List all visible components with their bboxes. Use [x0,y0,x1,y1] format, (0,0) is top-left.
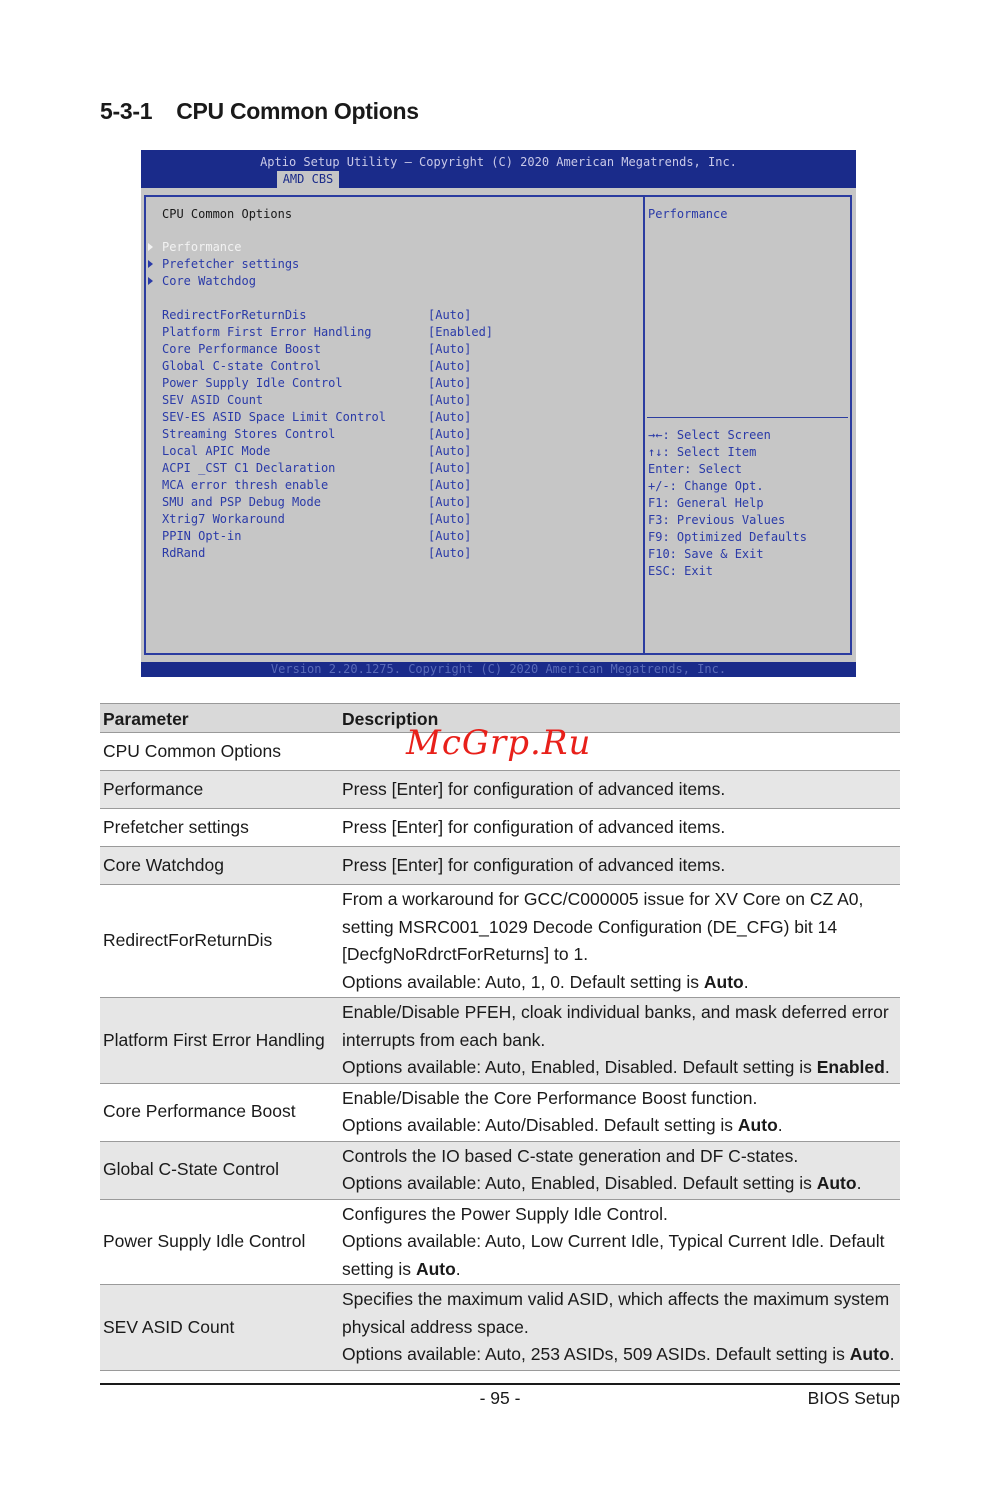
table-row [100,847,900,885]
options-line: setting is Auto. [342,1258,461,1279]
bios-key-hint: +/-: Change Opt. [648,479,764,493]
bios-main-panel [144,195,645,655]
bios-setting-value[interactable]: [Auto] [428,376,472,390]
bios-submenu-watchdog[interactable]: Core Watchdog [162,274,256,288]
bios-setting-name[interactable]: PPIN Opt-in [162,529,242,543]
param-cell: Prefetcher settings [100,809,339,847]
description-line: Configures the Power Supply Idle Control. [342,1203,668,1224]
bios-setting-name[interactable]: Power Supply Idle Control [162,376,343,390]
description-cell [339,998,900,1084]
param-cell: CPU Common Options [100,733,339,771]
description-cell [339,885,900,998]
bios-key-hint: F3: Previous Values [648,513,786,527]
bios-help-divider [647,417,848,418]
bios-setting-value[interactable]: [Auto] [428,410,472,424]
submenu-arrow-icon [148,260,153,268]
bios-setting-value[interactable]: [Auto] [428,529,472,543]
bios-key-hint: ESC: Exit [648,564,714,578]
description-cell: Press [Enter] for configuration of advanced items. [339,771,900,809]
options-line: Options available: Auto/Disabled. Default setting is Auto. [342,1115,783,1135]
default-value: Auto [849,1344,890,1364]
description-line: Controls the IO based C-state generation and DF C-states. [342,1145,799,1166]
default-value: Auto [816,1173,857,1193]
description-cell [339,1083,900,1141]
section-heading: CPU Common Options [176,98,419,124]
description-line: Enable/Disable PFEH, cloak individual banks, and mask deferred error [342,1002,889,1022]
description-line: Specifies the maximum valid ASID, which affects the maximum system [342,1289,890,1309]
bios-key-hint: F10: Save & Exit [648,547,764,561]
options-text: Options available: Auto, Enabled, Disabled. Default setting is [342,1057,817,1077]
bios-setting-name[interactable]: RdRand [162,546,206,560]
bios-header-title: Aptio Setup Utility – Copyright (C) 2020 American Megatrends, Inc. [260,155,737,169]
description-line: Options available: Auto, Low Current Idle, Typical Current Idle. Default [342,1231,885,1251]
bios-header [141,150,856,188]
table-row [100,998,900,1084]
options-line: Options available: Auto, 1, 0. Default setting is Auto. [342,971,749,992]
default-value: Auto [703,971,744,992]
bios-setting-value[interactable]: [Auto] [428,512,472,526]
param-cell: Core Watchdog [100,847,339,885]
options-text: Options available: Auto/Disabled. Default setting is [342,1115,738,1135]
section-title [100,98,419,125]
description-cell: Press [Enter] for configuration of advanced items. [339,847,900,885]
default-value: Enabled [816,1057,885,1077]
bios-screenshot [141,150,856,677]
param-cell: Platform First Error Handling [100,998,339,1084]
description-cell [339,1199,900,1285]
table-row [100,1285,900,1371]
param-cell: RedirectForReturnDis [100,885,339,998]
bios-setting-value[interactable]: [Auto] [428,427,472,441]
bios-setting-name[interactable]: ACPI _CST C1 Declaration [162,461,336,475]
table-row [100,1199,900,1285]
bios-setting-name[interactable]: MCA error thresh enable [162,478,329,492]
description-line: physical address space. [342,1316,529,1337]
bios-submenu-performance[interactable]: Performance [162,240,242,254]
options-text: Options available: Auto, 253 ASIDs, 509 ASIDs. Default setting is [342,1344,850,1364]
default-value: Auto [415,1258,456,1279]
bios-page-title: CPU Common Options [162,207,293,221]
bios-help-text: Performance [648,207,728,221]
param-cell: Core Performance Boost [100,1083,339,1141]
description-line: Enable/Disable the Core Performance Boost function. [342,1087,758,1108]
options-text: Options available: Auto, 1, 0. Default setting is [342,971,704,992]
footer-label: BIOS Setup [807,1388,900,1408]
bios-key-hint: F9: Optimized Defaults [648,530,807,544]
parameter-table [100,703,900,1371]
bios-setting-name[interactable]: SEV-ES ASID Space Limit Control [162,410,386,424]
bios-setting-value[interactable]: [Auto] [428,342,472,356]
bios-key-hint: →←: Select Screen [648,428,771,442]
description-line: [DecfgNoRdrctForReturns] to 1. [342,944,589,964]
page-number: - 95 - [479,1388,521,1408]
bios-setting-value[interactable]: [Enabled] [428,325,494,339]
bios-setting-name[interactable]: Streaming Stores Control [162,427,336,441]
description-cell [339,1141,900,1199]
bios-setting-value[interactable]: [Auto] [428,393,472,407]
description-line: interrupts from each bank. [342,1029,546,1050]
bios-setting-value[interactable]: [Auto] [428,444,472,458]
bios-setting-name[interactable]: SEV ASID Count [162,393,264,407]
bios-setting-name[interactable]: Global C-state Control [162,359,321,373]
param-cell: SEV ASID Count [100,1285,339,1371]
bios-setting-value[interactable]: [Auto] [428,461,472,475]
options-text: setting is [342,1258,416,1279]
description-line: From a workaround for GCC/C000005 issue for XV Core on CZ A0, [342,889,864,909]
bios-setting-value[interactable]: [Auto] [428,478,472,492]
submenu-arrow-icon [148,277,153,285]
description-cell: Press [Enter] for configuration of advanced items. [339,809,900,847]
bios-setting-name[interactable]: Platform First Error Handling [162,325,372,339]
bios-footer: Version 2.20.1275. Copyright (C) 2020 American Megatrends, Inc. [141,662,856,677]
param-cell: Global C-State Control [100,1141,339,1199]
table-row [100,1083,900,1141]
bios-setting-value[interactable]: [Auto] [428,495,472,509]
bios-setting-value[interactable]: [Auto] [428,308,472,322]
table-row [100,809,900,847]
watermark-logo: McGrp.Ru [406,723,592,763]
bios-tab-amd-cbs[interactable]: AMD CBS [277,171,339,188]
bios-key-hint: Enter: Select [648,462,742,476]
bios-setting-name[interactable]: Xtrig7 Workaround [162,512,285,526]
bios-help-panel [643,195,852,655]
bios-submenu-prefetcher[interactable]: Prefetcher settings [162,257,300,271]
options-text: Options available: Auto, Enabled, Disabled. Default setting is [342,1173,817,1193]
bios-setting-name[interactable]: SMU and PSP Debug Mode [162,495,321,509]
submenu-arrow-icon [148,243,153,251]
header-parameter: Parameter [100,704,339,733]
bios-setting-name[interactable]: Core Performance Boost [162,342,321,356]
options-line: Options available: Auto, 253 ASIDs, 509 ASIDs. Default setting is Auto. [342,1344,895,1364]
table-row [100,771,900,809]
bios-key-hint: F1: General Help [648,496,764,510]
bios-setting-value[interactable]: [Auto] [428,359,472,373]
param-cell: Power Supply Idle Control [100,1199,339,1285]
header-description: Description [339,704,900,733]
options-line: Options available: Auto, Enabled, Disabled. Default setting is Enabled. [342,1057,890,1077]
bios-setting-name[interactable]: Local APIC Mode [162,444,271,458]
bios-setting-value[interactable]: [Auto] [428,546,472,560]
bios-key-hint: ↑↓: Select Item [648,445,757,459]
table-row [100,885,900,998]
footer-rule [100,1383,900,1385]
default-value: Auto [737,1115,778,1135]
table-row [100,1141,900,1199]
section-number: 5-3-1 [100,98,153,124]
param-cell: Performance [100,771,339,809]
description-line: setting MSRC001_1029 Decode Configuration (DE_CFG) bit 14 [342,916,838,937]
bios-setting-name[interactable]: RedirectForReturnDis [162,308,307,322]
options-line: Options available: Auto, Enabled, Disabled. Default setting is Auto. [342,1173,862,1193]
description-cell [339,1285,900,1371]
